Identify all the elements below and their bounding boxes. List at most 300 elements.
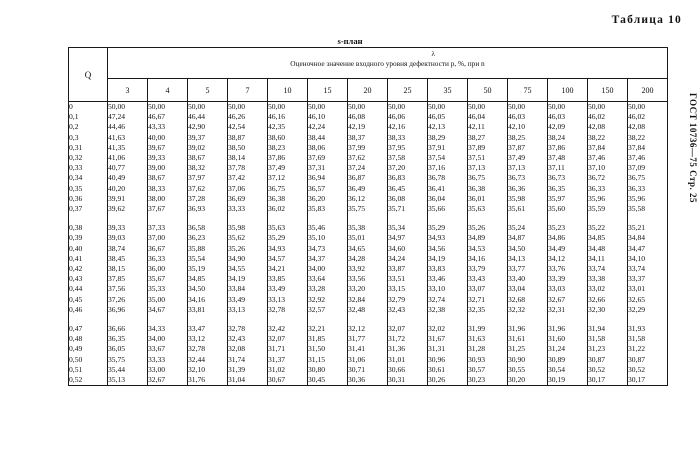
table-row [69,173,668,183]
table-cell: 33,85 [268,274,308,284]
spacer-cell [308,214,348,223]
table-cell: 40,49 [108,173,148,183]
table-cell: 35,21 [628,223,668,233]
table-cell: 38,00 [148,194,188,204]
table-cell: 35,60 [548,204,588,214]
table-cell: 33,83 [428,264,468,274]
table-cell: 38,87 [228,133,268,143]
table-cell: 37,28 [188,194,228,204]
table-cell: 30,87 [628,355,668,365]
table-cell: 34,84 [628,233,668,243]
table-cell: 34,50 [188,284,228,294]
table-cell: 50,00 [588,102,628,113]
table-cell: 32,71 [468,295,508,305]
table-cell: 35,44 [108,365,148,375]
table-cell: 42,08 [628,122,668,132]
table-cell: 32,65 [628,295,668,305]
table-cell: 36,87 [348,173,388,183]
table-cell: 34,21 [268,264,308,274]
table-cell: 31,99 [468,324,508,334]
table-cell: 38,50 [228,143,268,153]
lambda-icon: λ [431,50,435,58]
table-cell: 41,35 [108,143,148,153]
table-cell: 39,33 [148,153,188,163]
table-cell: 42,24 [308,122,348,132]
table-cell: 34,73 [308,244,348,254]
table-cell: 37,62 [348,153,388,163]
table-cell: 33,79 [468,264,508,274]
table-cell: 36,08 [388,194,428,204]
col-header-20: 20 [348,79,388,102]
table-cell: 37,49 [508,153,548,163]
table-cell: 36,73 [508,173,548,183]
table-cell: 32,48 [348,305,388,315]
table-cell: 32,30 [588,305,628,315]
table-cell: 37,24 [348,163,388,173]
table-cell: 35,62 [228,233,268,243]
table-cell: 35,24 [508,223,548,233]
table-cell: 33,92 [348,264,388,274]
table-cell: 34,12 [548,254,588,264]
table-cell: 34,19 [228,274,268,284]
table-cell: 50,00 [108,102,148,113]
table-row [69,244,668,254]
table-cell: 33,33 [148,355,188,365]
table-cell: 35,63 [268,223,308,233]
table-cell: 32,44 [188,355,228,365]
table-cell: 42,35 [268,122,308,132]
table-cell: 33,81 [188,305,228,315]
header-span-text: Оценочное значение входного уровня дефектности p, %, при n [290,58,485,68]
table-cell: 50,00 [228,102,268,113]
table-cell: 35,23 [548,223,588,233]
row-q-value: 0,52 [69,375,108,386]
table-group-spacer [69,315,668,324]
table-cell: 31,93 [628,324,668,334]
row-q-value: 0,47 [69,324,108,334]
table-cell: 42,54 [228,122,268,132]
row-q-value: 0 [69,102,108,113]
table-row [69,204,668,214]
table-cell: 38,44 [308,133,348,143]
table-cell: 38,24 [548,133,588,143]
table-cell: 42,13 [428,122,468,132]
table-cell: 33,33 [228,204,268,214]
table-cell: 33,04 [508,284,548,294]
table-cell: 36,12 [348,194,388,204]
table-row [69,122,668,132]
table-cell: 37,85 [108,274,148,284]
table-cell: 38,37 [348,133,388,143]
table-cell: 30,71 [348,365,388,375]
table-cell: 35,75 [108,355,148,365]
table-cell: 30,19 [548,375,588,386]
table-row [69,334,668,344]
table-cell: 36,49 [348,184,388,194]
table-cell: 37,48 [548,153,588,163]
table-cell: 38,22 [588,133,628,143]
table-cell: 37,56 [108,284,148,294]
table-cell: 32,79 [388,295,428,305]
table-cell: 38,67 [148,173,188,183]
table-cell: 35,22 [588,223,628,233]
table-cell: 34,00 [148,334,188,344]
table-cell: 38,33 [388,133,428,143]
plan-title: s-план [337,36,363,46]
row-q-value: 0,51 [69,365,108,375]
table-cell: 34,49 [548,244,588,254]
table-cell: 34,67 [148,305,188,315]
table-cell: 35,58 [628,204,668,214]
table-cell: 37,12 [268,173,308,183]
table-cell: 36,38 [468,184,508,194]
table-cell: 33,02 [588,284,628,294]
table-cell: 33,12 [188,334,228,344]
table-cell: 33,49 [228,295,268,305]
table-cell: 31,94 [588,324,628,334]
table-cell: 33,38 [588,274,628,284]
table-cell: 31,24 [548,344,588,354]
table-cell: 30,55 [508,365,548,375]
table-cell: 31,39 [228,365,268,375]
table-cell: 32,31 [548,305,588,315]
row-q-value: 0,34 [69,173,108,183]
table-cell: 34,28 [348,254,388,264]
table-cell: 37,46 [628,153,668,163]
spacer-cell [548,214,588,223]
spacer-cell [388,214,428,223]
table-cell: 39,37 [188,133,228,143]
table-cell: 38,45 [108,254,148,264]
table-cell: 35,59 [588,204,628,214]
row-q-value: 0,2 [69,122,108,132]
table-cell: 33,46 [428,274,468,284]
table-cell: 37,84 [588,143,628,153]
table-cell: 36,41 [428,184,468,194]
table-cell: 37,86 [548,143,588,153]
row-q-value: 0,48 [69,334,108,344]
table-cell: 35,13 [108,375,148,386]
table-cell: 33,01 [628,284,668,294]
table-cell: 46,03 [508,112,548,122]
table-cell: 34,48 [588,244,628,254]
table-cell: 40,20 [108,184,148,194]
table-cell: 40,77 [108,163,148,173]
table-cell: 32,66 [588,295,628,305]
table-cell: 32,08 [228,344,268,354]
table-cell: 42,09 [548,122,588,132]
table-row [69,163,668,173]
table-cell: 31,31 [428,344,468,354]
table-cell: 46,02 [628,112,668,122]
table-cell: 46,26 [228,112,268,122]
table-cell: 39,03 [108,233,148,243]
table-row [69,264,668,274]
table-cell: 32,38 [428,305,468,315]
table-cell: 50,00 [628,102,668,113]
table-cell: 32,78 [188,344,228,354]
table-cell: 35,54 [188,254,228,264]
table-row [69,295,668,305]
table-cell: 36,05 [108,344,148,354]
table-cell: 33,10 [428,284,468,294]
table-cell: 31,96 [548,324,588,334]
table-cell: 35,33 [148,284,188,294]
table-cell: 30,17 [628,375,668,386]
spacer-cell [628,315,668,324]
table-cell: 32,29 [628,305,668,315]
table-cell: 37,69 [308,153,348,163]
table-cell: 34,11 [588,254,628,264]
table-cell: 30,52 [628,365,668,375]
table-cell: 39,33 [108,223,148,233]
table-cell: 31,28 [468,344,508,354]
table-cell: 37,46 [588,153,628,163]
table-cell: 34,97 [388,233,428,243]
table-cell: 37,78 [228,163,268,173]
table-cell: 30,45 [308,375,348,386]
table-row [69,153,668,163]
table-cell: 33,74 [588,264,628,274]
spacer-cell [108,315,148,324]
row-q-value: 0,50 [69,355,108,365]
table-cell: 50,00 [548,102,588,113]
table-cell: 38,27 [468,133,508,143]
table-row [69,344,668,354]
table-cell: 37,89 [468,143,508,153]
table-cell: 37,49 [268,163,308,173]
table-cell: 33,00 [148,365,188,375]
table-cell: 33,56 [348,274,388,284]
row-q-value: 0,46 [69,305,108,315]
table-row [69,233,668,243]
table-cell: 33,43 [468,274,508,284]
table-cell: 34,90 [228,254,268,264]
col-header-200: 200 [628,79,668,102]
spacer-cell [69,214,108,223]
table-cell: 30,93 [468,355,508,365]
gost-side-label: ГОСТ 10736—75 Стр. 25 [688,92,698,204]
table-cell: 38,32 [188,163,228,173]
table-row [69,143,668,153]
col-header-50: 50 [468,79,508,102]
table-cell: 37,51 [468,153,508,163]
col-header-75: 75 [508,79,548,102]
table-cell: 31,71 [268,344,308,354]
table-cell: 35,38 [348,223,388,233]
table-cell: 33,84 [228,284,268,294]
table-cell: 31,76 [188,375,228,386]
table-cell: 36,36 [508,184,548,194]
header-q: Q [69,48,108,102]
col-header-150: 150 [588,79,628,102]
table-cell: 31,02 [268,365,308,375]
table-cell: 46,05 [428,112,468,122]
table-cell: 36,93 [188,204,228,214]
table-cell: 34,16 [188,295,228,305]
table-cell: 38,25 [508,133,548,143]
table-cell: 32,32 [508,305,548,315]
table-cell: 35,96 [628,194,668,204]
table-cell: 38,15 [108,264,148,274]
spacer-cell [468,214,508,223]
table-cell: 32,43 [388,305,428,315]
table-cell: 39,67 [148,143,188,153]
table-cell: 35,26 [228,244,268,254]
table-cell: 37,13 [468,163,508,173]
table-cell: 36,94 [308,173,348,183]
spacer-cell [228,214,268,223]
table-cell: 41,63 [108,133,148,143]
table-cell: 31,41 [348,344,388,354]
table-row [69,324,668,334]
table-row [69,355,668,365]
table-cell: 34,65 [348,244,388,254]
table-cell: 37,99 [348,143,388,153]
table-cell: 47,24 [108,112,148,122]
table-cell: 50,00 [148,102,188,113]
table-cell: 36,75 [628,173,668,183]
table-cell: 33,76 [548,264,588,274]
table-cell: 35,01 [348,233,388,243]
table-cell: 33,07 [468,284,508,294]
table-cell: 35,98 [508,194,548,204]
table-cell: 31,58 [588,334,628,344]
table-cell: 31,58 [628,334,668,344]
table-cell: 33,13 [268,295,308,305]
table-cell: 37,97 [188,173,228,183]
table-cell: 38,74 [108,244,148,254]
table-cell: 32,57 [308,305,348,315]
spacer-cell [388,315,428,324]
table-cell: 30,80 [308,365,348,375]
table-cell: 36,04 [428,194,468,204]
table-cell: 33,03 [548,284,588,294]
table-cell: 34,19 [428,254,468,264]
table-cell: 35,29 [428,223,468,233]
table-cell: 43,33 [148,122,188,132]
table-cell: 38,60 [268,133,308,143]
table-cell: 36,72 [588,173,628,183]
row-q-value: 0,37 [69,204,108,214]
table-cell: 36,33 [588,184,628,194]
table-cell: 34,55 [228,264,268,274]
table-cell: 31,50 [308,344,348,354]
table-cell: 31,15 [308,355,348,365]
spacer-cell [348,214,388,223]
table-cell: 50,00 [268,102,308,113]
table-cell: 39,00 [148,163,188,173]
table-cell: 33,51 [388,274,428,284]
table-cell: 32,78 [268,305,308,315]
table-cell: 35,10 [308,233,348,243]
table-cell: 36,35 [548,184,588,194]
table-cell: 42,16 [388,122,428,132]
table-cell: 37,67 [148,204,188,214]
table-cell: 35,98 [228,223,268,233]
table-cell: 37,84 [628,143,668,153]
table-cell: 31,74 [228,355,268,365]
table-cell: 32,07 [388,324,428,334]
row-q-value: 0,45 [69,295,108,305]
table-cell: 30,67 [268,375,308,386]
spacer-cell [188,214,228,223]
table-cell: 50,00 [188,102,228,113]
spacer-cell [348,315,388,324]
table-cell: 36,23 [188,233,228,243]
table-cell: 36,78 [428,173,468,183]
col-header-15: 15 [308,79,348,102]
row-q-value: 0,36 [69,194,108,204]
spacer-cell [428,214,468,223]
table-cell: 33,67 [148,344,188,354]
table-cell: 36,75 [268,184,308,194]
table-cell: 36,35 [108,334,148,344]
table-cell: 46,03 [548,112,588,122]
table-group-spacer [69,214,668,223]
table-row [69,305,668,315]
table-cell: 34,53 [468,244,508,254]
table-cell: 32,21 [308,324,348,334]
table-cell: 32,42 [268,324,308,334]
spacer-cell [548,315,588,324]
table-cell: 36,02 [268,204,308,214]
spacer-cell [588,214,628,223]
table-cell: 30,17 [588,375,628,386]
table-cell: 34,37 [308,254,348,264]
table-cell: 34,50 [508,244,548,254]
table-cell: 32,43 [228,334,268,344]
table-cell: 31,61 [508,334,548,344]
table-cell: 42,90 [188,122,228,132]
table-cell: 30,23 [468,375,508,386]
table-cell: 37,13 [508,163,548,173]
table-cell: 30,57 [468,365,508,375]
table-cell: 30,36 [348,375,388,386]
spacer-cell [468,315,508,324]
table-cell: 50,00 [348,102,388,113]
col-header-100: 100 [548,79,588,102]
table-cell: 35,26 [468,223,508,233]
table-cell: 32,84 [348,295,388,305]
table-cell: 37,95 [388,143,428,153]
table-cell: 36,58 [188,223,228,233]
table-cell: 46,44 [188,112,228,122]
table-cell: 37,00 [148,233,188,243]
table-cell: 36,33 [148,254,188,264]
table-cell: 34,56 [428,244,468,254]
table-cell: 50,00 [428,102,468,113]
table-cell: 44,46 [108,122,148,132]
table-cell: 30,61 [428,365,468,375]
row-q-value: 0,33 [69,163,108,173]
table-cell: 37,09 [628,163,668,173]
table-cell: 33,74 [628,264,668,274]
table-cell: 50,00 [468,102,508,113]
table-cell: 46,06 [388,112,428,122]
table-cell: 50,00 [308,102,348,113]
table-cell: 35,63 [468,204,508,214]
table-cell: 35,34 [388,223,428,233]
table-body [69,102,668,386]
table-cell: 40,00 [148,133,188,143]
table-cell: 31,63 [468,334,508,344]
table-cell: 38,23 [268,143,308,153]
table-cell: 39,91 [108,194,148,204]
table-cell: 32,35 [468,305,508,315]
spacer-cell [308,315,348,324]
table-cell: 33,37 [628,274,668,284]
